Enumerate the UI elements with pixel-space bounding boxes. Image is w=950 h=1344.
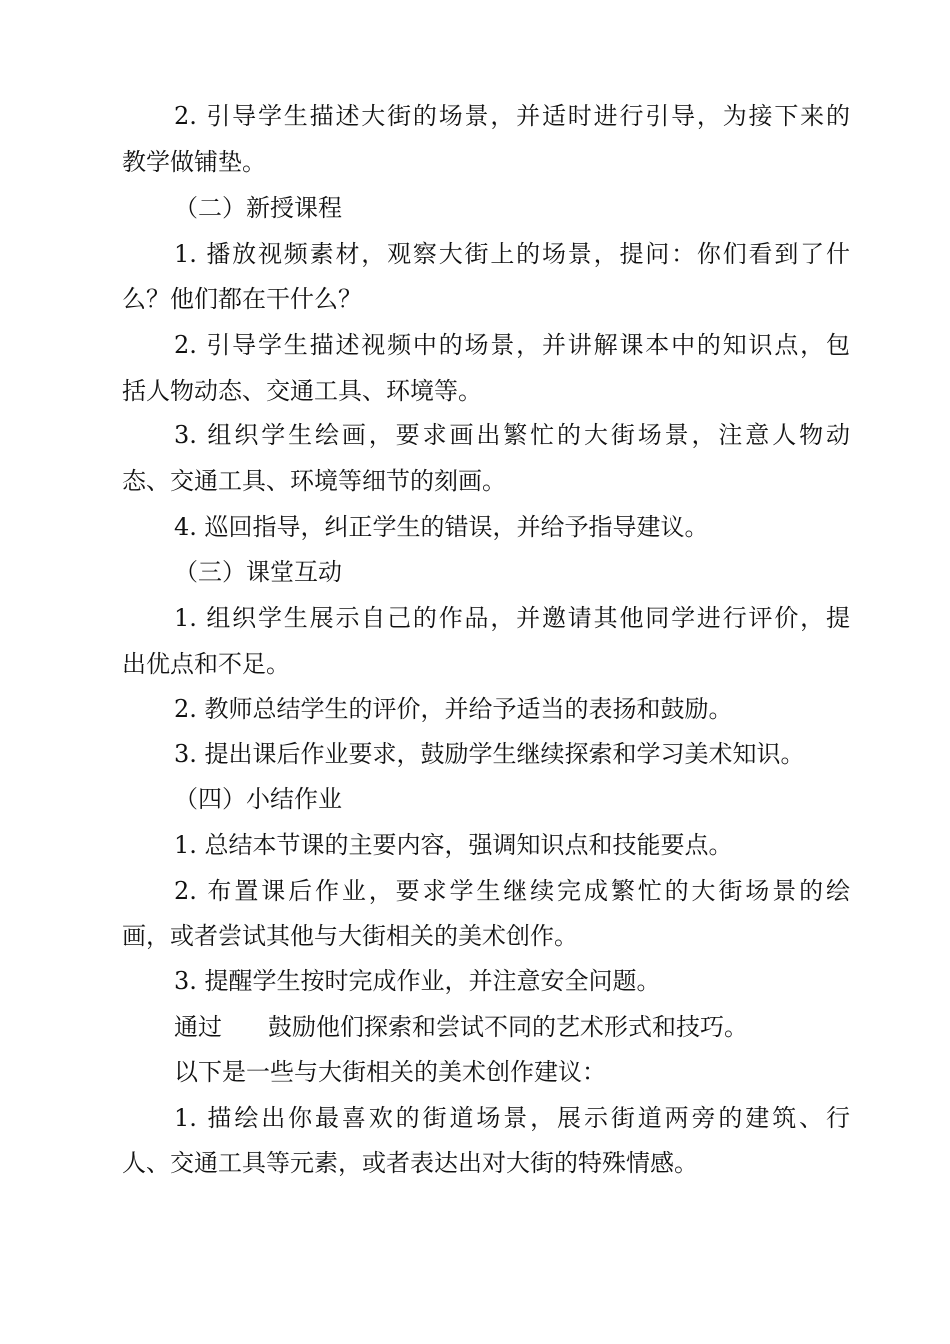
paragraph-line [174, 1012, 748, 1042]
paragraph-line: 2. 教师总结学生的评价，并给予适当的表扬和鼓励。 [174, 695, 733, 723]
paragraph-fragment: 鼓励他们探索和尝试不同的艺术形式和技巧。 [268, 1013, 748, 1041]
paragraph-line: 1. 组织学生展示自己的作品，并邀请其他同学进行评价，提 [174, 604, 850, 632]
section-heading: （二）新授课程 [174, 194, 342, 222]
paragraph-line: 括人物动态、交通工具、环境等。 [122, 377, 482, 405]
paragraph-line: 1. 播放视频素材，观察大街上的场景，提问：你们看到了什 [174, 240, 850, 268]
paragraph-line: 教学做铺垫。 [122, 148, 266, 176]
paragraph-line: 1. 总结本节课的主要内容，强调知识点和技能要点。 [174, 831, 733, 859]
section-heading: （三）课堂互动 [174, 558, 342, 586]
paragraph-line: 3. 提醒学生按时完成作业，并注意安全问题。 [174, 967, 661, 995]
paragraph-line: 3. 组织学生绘画，要求画出繁忙的大街场景，注意人物动 [174, 421, 850, 449]
paragraph-fragment: 通过 [174, 1013, 222, 1041]
paragraph-line: 2. 引导学生描述大街的场景，并适时进行引导，为接下来的 [174, 102, 850, 130]
paragraph-line: 1. 描绘出你最喜欢的街道场景，展示街道两旁的建筑、行 [174, 1104, 850, 1132]
section-heading: （四）小结作业 [174, 785, 342, 813]
paragraph-line: 画，或者尝试其他与大街相关的美术创作。 [122, 922, 578, 950]
paragraph-line: 4. 巡回指导，纠正学生的错误，并给予指导建议。 [174, 513, 709, 541]
paragraph-line: 态、交通工具、环境等细节的刻画。 [122, 467, 506, 495]
paragraph-line: 人、交通工具等元素，或者表达出对大街的特殊情感。 [122, 1149, 698, 1177]
paragraph-line: 2. 引导学生描述视频中的场景，并讲解课本中的知识点，包 [174, 331, 850, 359]
paragraph-line: 3. 提出课后作业要求，鼓励学生继续探索和学习美术知识。 [174, 740, 805, 768]
paragraph-line: 么？他们都在干什么？ [122, 285, 362, 313]
paragraph-line: 出优点和不足。 [122, 650, 290, 678]
paragraph-line: 2. 布置课后作业，要求学生继续完成繁忙的大街场景的绘 [174, 877, 850, 905]
paragraph-line: 以下是一些与大街相关的美术创作建议： [174, 1058, 606, 1086]
